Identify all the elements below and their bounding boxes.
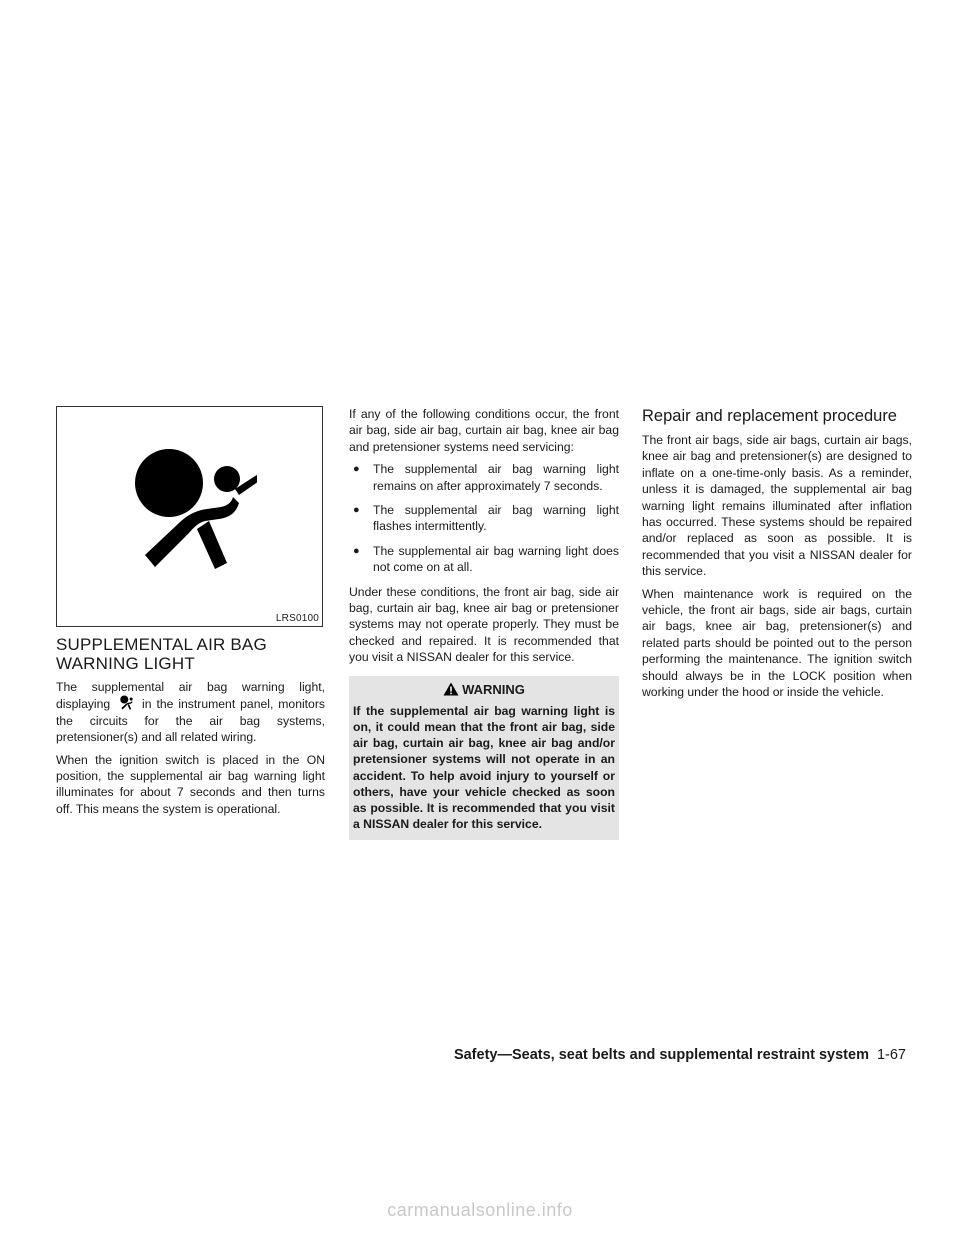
- column-right: [642, 406, 912, 707]
- column-middle: [349, 406, 619, 840]
- airbag-warning-inline-icon: [119, 695, 135, 711]
- paragraph-conditions-result: Under these conditions, the front air bag, side air bag, curtain air bag, knee air bag or pretensioner systems may not operate properly. They must be checked and repaired. It is recommended that you visit a NISSAN dealer for this service.: [349, 584, 619, 665]
- footer-title: Safety—Seats, seat belts and supplemental restraint system: [453, 1047, 869, 1063]
- column-left: [56, 406, 325, 823]
- paragraph-intro: The supplemental air bag warning light, displaying in the instrument panel, monitors the circuits for the air bag systems, pretensioner(s) and all related wiring.: [56, 680, 325, 745]
- list-item: ● The supplemental air bag warning light does not come on at all.: [349, 543, 619, 576]
- airbag-warning-icon: [127, 445, 257, 580]
- warning-triangle-icon: [443, 682, 459, 696]
- figure-airbag-warning: [56, 406, 323, 627]
- paragraph-repair-1: The front air bags, side air bags, curtain air bags, knee air bag and pretensioner(s) are designed to inflate on a one-time-only basis. As a reminder, unless it is damaged, the supplemental air bag warning light remains illuminated after inflation has occurred. These systems should be repaired and/or replaced as soon as possible. It is recommended that you visit a NISSAN dealer for this service.: [642, 433, 912, 579]
- page-footer: [454, 1047, 906, 1063]
- warning-header: [349, 682, 619, 697]
- page-number: 1-67: [876, 1047, 906, 1063]
- list-item: ● The supplemental air bag warning light remains on after approximately 7 seconds.: [349, 461, 619, 494]
- section-title-airbag-warning-light: SUPPLEMENTAL AIR BAG WARNING LIGHT: [56, 635, 267, 673]
- section-title-repair: Repair and replacement procedure: [642, 407, 897, 425]
- warning-box: [349, 676, 619, 841]
- watermark: carmanualsonline.info: [387, 1200, 573, 1220]
- warning-text: If the supplemental air bag warning light is on, it could mean that the front air bag, side air bag, curtain air bag, knee air bag and/or pretensioner systems will not operate in an accident. To help avoid injury to yourself or others, have your vehicle checked as soon as possible. It is recommended that you visit a NISSAN dealer for this service.: [353, 703, 615, 832]
- paragraph-conditions-intro: If any of the following conditions occur, the front air bag, side air bag, curtain air bag, knee air bag and pretensioner systems need servicing:: [349, 407, 619, 454]
- figure-label: LRS0100: [275, 613, 319, 624]
- condition-list: [349, 461, 619, 575]
- list-item: ● The supplemental air bag warning light flashes intermittently.: [349, 502, 619, 535]
- paragraph-ignition: When the ignition switch is placed in the ON position, the supplemental air bag warning light illuminates for about 7 seconds and then turns off. This means the system is operational.: [56, 752, 325, 816]
- paragraph-repair-2: When maintenance work is required on the vehicle, the front air bags, side air bags, curtain air bags, knee air bag, pretensioner(s) and related parts should be pointed out to the person performing the maintenance. The ignition switch should always be in the LOCK position when working under the hood or inside the vehicle.: [642, 586, 912, 700]
- warning-label: WARNING: [462, 681, 525, 697]
